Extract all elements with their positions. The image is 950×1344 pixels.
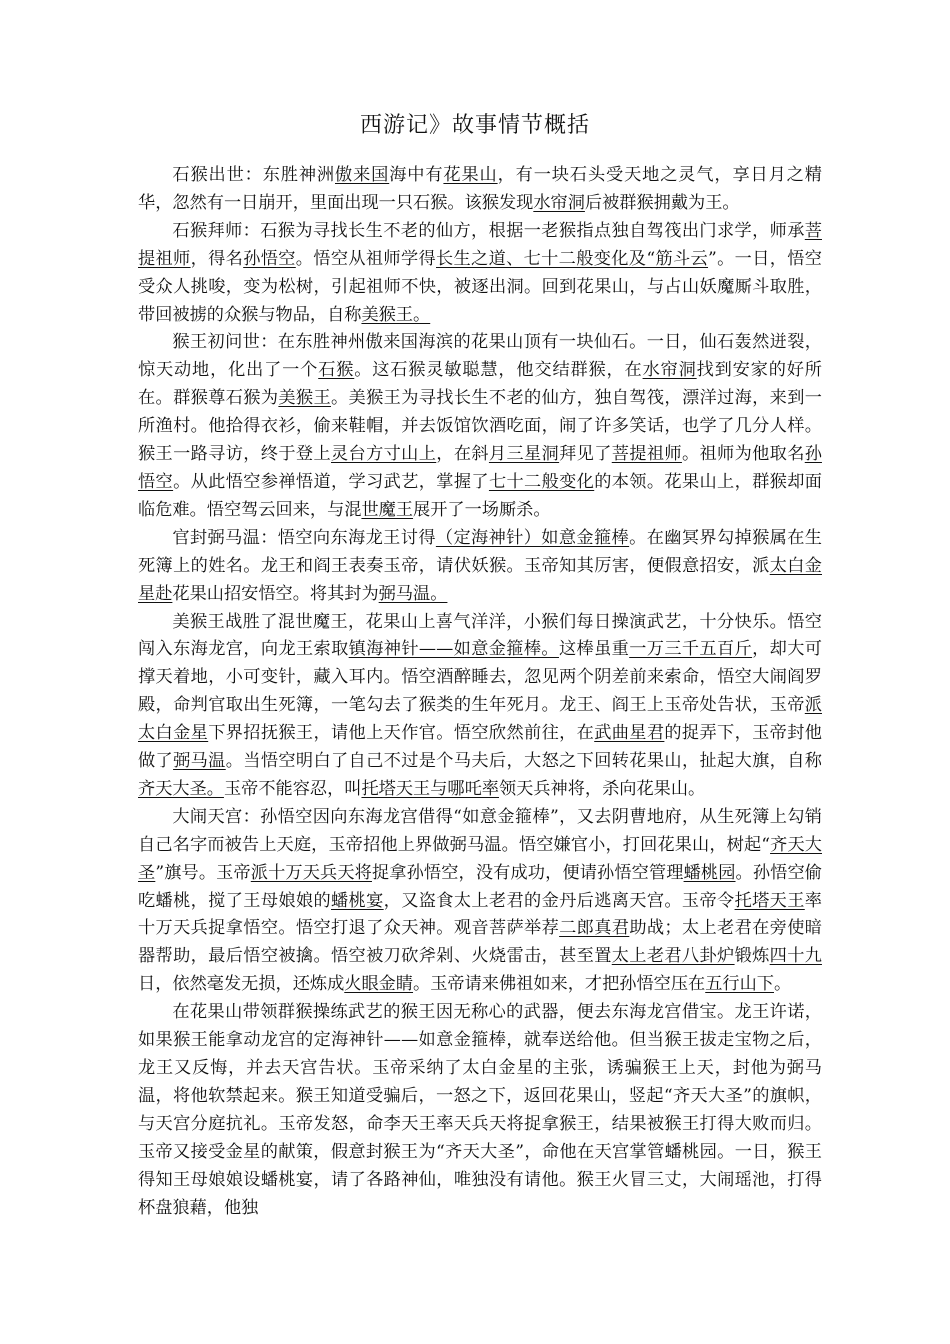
text-run: 率十万天兵捉拿悟空。悟空打退了众天神。观音菩萨举荐: [138, 890, 822, 939]
text-run: 日，依然毫发无损，还炼成: [138, 974, 345, 995]
text-run: ”旗号。玉帝: [155, 862, 251, 883]
text-run: 。孙悟空偷吃蟠桃，搅了王母娘娘的: [138, 862, 822, 911]
paragraph-shihou-chushi: [138, 162, 822, 218]
underlined-term: 花果山: [443, 165, 498, 185]
text-run: 。悟空从祖师学得: [295, 248, 436, 269]
underlined-term: 托塔天王: [734, 890, 805, 911]
underlined-term: 太上老君八卦炉: [611, 946, 735, 967]
text-run: 。: [774, 974, 792, 995]
underlined-term: 长生之道、七十二般变化及“筋斗云: [436, 248, 709, 269]
underlined-term: 派十万天兵天将: [250, 862, 372, 883]
underlined-term: 蟠桃宴: [331, 890, 384, 911]
underlined-term: （定海神针）如意金箍棒: [435, 527, 630, 548]
underlined-term: 托塔天王与哪吒率: [361, 778, 499, 799]
text-run: 下界招抚猴王，请他上天作官。悟空欣然前往，在: [208, 723, 595, 744]
underlined-term: 弼马温: [173, 751, 226, 772]
underlined-term: 月三星洞: [488, 444, 560, 465]
text-run: 。美猴王为寻找长生不老的仙方，独自驾筏，漂洋过海，来到一所渔村。他拾得衣衫，偷来鞋帽，并去饭馆饮酒吃面，闹了许多笑话，也学了几分人样。猴王一路寻访，终于登上: [138, 388, 822, 465]
text-run: 助战；太上老君在旁使暗器帮助，最后悟空被擒。悟空被刀砍斧剁、火烧雷击，甚至置: [138, 918, 822, 967]
underlined-term: 派太白金星: [138, 695, 822, 744]
underlined-term: 二郎真君: [559, 918, 630, 939]
underlined-term: 镇海神针——如意金箍棒。: [348, 639, 559, 660]
underlined-term: 水帘洞: [642, 360, 697, 381]
text-run: ，却大可撑天着地，小可变针，藏入耳内。悟空酒醉睡去，忽见两个阴差前来索命，悟空大闹阎罗殿，命判官取出生死簿，一笔勾去了猴类的生年死月。龙王、阎王上玉帝处告状，玉帝: [138, 639, 822, 716]
underlined-term: 弼马温。: [378, 583, 448, 604]
paragraph-meihouwang: [138, 609, 822, 804]
underlined-term: 齐天大圣: [138, 834, 822, 883]
text-run: 。这石猴灵敏聪慧，他交结群猴，在: [354, 360, 643, 381]
text-run: ，有一块石头受天地之灵气，享日月之精华，忽然有一日崩开，里面出现一只石猴。该猴发现: [138, 165, 822, 213]
text-run: 领天兵神将，杀向花果山。: [498, 778, 706, 799]
text-run: 拜见了: [559, 444, 612, 465]
paragraph-guanfeng-bimawen: [138, 525, 822, 609]
underlined-term: 美猴王。: [361, 304, 431, 325]
text-run: 捉拿孙悟空，没有成功，便请孙悟空管理: [371, 862, 684, 883]
text-run: 玉帝不能容忍，叫: [223, 778, 362, 799]
text-run: 展开了一场厮杀。: [413, 499, 551, 520]
text-run: 海中有: [389, 165, 444, 185]
underlined-term: 武曲星君: [594, 723, 665, 744]
underlined-term: 一万三千五百斤: [629, 639, 753, 660]
text-run: 猴王初问世：在东胜神州傲来国海滨的花果山顶有一块仙石。一日，仙石轰然迸裂，惊天动地，化出了一个: [138, 332, 822, 381]
text-run: ”。一日，悟空受众人挑唆，变为松树，引起祖师不快，被逐出洞。回到花果山，与占山妖魔厮斗取胜，带回被掳的众猴与物品，自称: [138, 248, 822, 325]
underlined-term: 菩提祖师: [611, 444, 682, 465]
underlined-term: 孙悟空: [243, 248, 296, 269]
paragraph-danao-tiangong: [138, 804, 822, 999]
text-run: 锻炼: [734, 946, 770, 967]
text-run: 美猴王战胜了混世魔王，花果山上喜气洋洋，小猴们每日操演武艺，十分快乐。悟空闯入东海龙宫，向龙王索取: [138, 611, 822, 660]
underlined-term: 世魔王: [361, 499, 414, 520]
text-run: ，又盗食太上老君的金丹后逃离天宫。玉帝令: [383, 890, 735, 911]
paragraph-huaguoshan: [138, 999, 822, 1222]
text-run: 石猴拜师：石猴为寻找长生不老的仙方，根据一老猴指点独自驾筏出门求学，师承: [172, 220, 805, 241]
text-run: 这棒虽重: [558, 639, 630, 660]
underlined-term: 蟠桃园: [683, 862, 736, 883]
text-run: 。当悟空明白了自己不过是个马夫后，大怒之下回转花果山，扯起大旗，自称: [225, 751, 822, 772]
text-run: 的捉弄下，玉帝封他做了: [138, 723, 822, 772]
underlined-term: 孙悟空: [138, 444, 822, 492]
underlined-term: 傲来国: [335, 165, 390, 185]
underlined-term: 四十九: [769, 946, 822, 967]
underlined-term: 齐天大圣。: [138, 778, 224, 799]
text-run: 的本领。花果山上，群猴却面临危难。悟空驾云回来，与混: [138, 471, 822, 520]
underlined-term: 灵台方寸山上: [331, 444, 437, 465]
text-run: 后被群猴拥戴为王。: [584, 192, 740, 213]
text-run: ，在斜: [436, 444, 489, 465]
text-run: 石猴出世：东胜神洲: [172, 165, 335, 185]
underlined-term: 菩提祖师: [138, 220, 822, 269]
document-title: 西游记》故事情节概括: [359, 113, 590, 138]
paragraph-shihou-baishi: [138, 218, 822, 330]
text-run: 大闹天宫：孙悟空因向东海龙宫借得“如意金箍棒”，又去阴曹地府，从生死簿上勾销自己名字而被告上天庭，玉帝招他上界做弼马温。悟空嫌官小，打回花果山，树起“: [138, 806, 822, 855]
text-run: 花果山招安悟空。将其封为: [172, 583, 379, 604]
text-run: 。从此悟空参禅悟道，学习武艺，掌握了: [173, 471, 489, 492]
text-run: 找到安家的好所在。群猴尊石猴为: [138, 360, 822, 409]
text-run: 。祖师为他取名: [681, 444, 805, 465]
underlined-term: 石猴: [318, 360, 355, 381]
paragraph-houwang-chuwenshi: [138, 329, 822, 524]
text-run: 。玉帝请来佛祖如来，才把孙悟空压在: [413, 974, 706, 995]
text-run: 在花果山带领群猴操练武艺的猴王因无称心的武器，便去东海龙宫借宝。龙王许诺，如果猴王能拿动龙宫的定海神针——如意金箍棒，就奉送给他。但当猴王拔走宝物之后，龙王又反悔，并去天宫告状。玉帝采纳了太白金星的主张，诱骗猴王上天，封他为弼马温，将他软禁起来。猴王知道受骗后，一怒之下，返回花果山，竖起“齐天大圣”的旗帜，与天宫分庭抗礼。玉帝发怒，命李天王率天兵天将捉拿猴王，结果被猴王打得大败而归。玉帝又接受金星的献策，假意封猴王为“齐天大圣”，命他在天宫掌管蟠桃园。一日，猴王得知王母娘娘设蟠桃宴，请了各路神仙，唯独没有请他。猴王火冒三丈，大闹瑶池，打得杯盘狼藉，他独: [138, 1002, 822, 1218]
underlined-term: 太白金星赴: [138, 555, 822, 604]
underlined-term: 火眼金睛: [344, 974, 414, 995]
text-run: 。在幽冥界勾掉猴属在生死簿上的姓名。龙王和阎王表奏玉帝，请伏妖猴。玉帝知其厉害，便假意招安，派: [138, 527, 822, 576]
underlined-term: 七十二般变化: [488, 471, 595, 492]
underlined-term: 水帘洞: [533, 192, 585, 213]
text-run: 官封弼马温：悟空向东海龙王讨得: [172, 527, 436, 548]
underlined-term: 美猴王: [278, 388, 332, 409]
document-body: [138, 162, 822, 1222]
text-run: ，得名: [190, 248, 244, 269]
underlined-term: 五行山下: [705, 974, 774, 995]
